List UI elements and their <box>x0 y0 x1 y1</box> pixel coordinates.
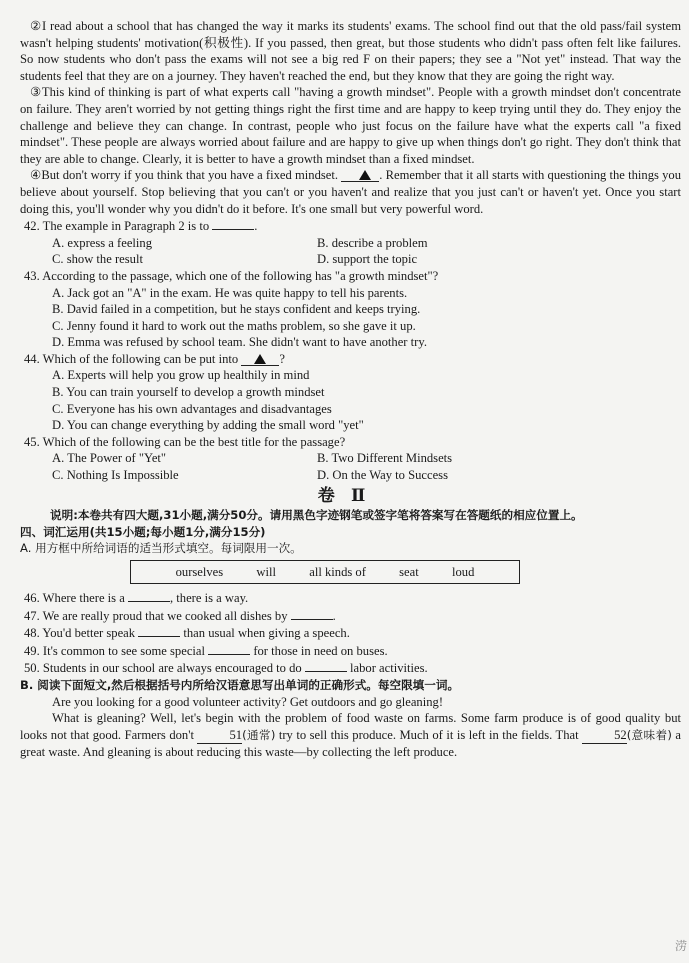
corner-mark: 涝 <box>674 939 687 954</box>
answer-blank-51: 51 <box>197 727 242 745</box>
option-c: C. Everyone has his own advantages and disadvantages <box>52 401 332 416</box>
word-item: seat <box>399 564 419 579</box>
options-row <box>0 251 689 268</box>
option-a: A. The Power of "Yet" <box>52 451 167 466</box>
option-b: B. Two Different Mindsets <box>317 451 453 466</box>
option-d: D. support the topic <box>317 252 418 267</box>
option-d: D. On the Way to Success <box>317 468 448 483</box>
question-42: 42. The example in Paragraph 2 is to . <box>24 219 258 234</box>
word-item: will <box>256 564 277 579</box>
fill-item-47: 47. We are really proud that we cooked all dishes by . <box>24 608 336 623</box>
fill-item-50: 50. Students in our school are always encouraged to do labor activities. <box>24 661 428 676</box>
option-c: C. Nothing Is Impossible <box>52 468 179 483</box>
gleaning-paragraph: What is gleaning? Well, let's begin with the problem of food waste on farms. Some farm produce is of good quality but looks not that good. Farmers don't 51(通常) try to sell this produce. Much of it is left in the fields. That 52(意味着) a great waste. And gleaning is about reducing this waste—by collecting the left produce. <box>20 711 682 760</box>
answer-blank <box>208 642 250 655</box>
option-b: B. David failed in a competition, but he stays confident and keeps trying. <box>52 302 421 317</box>
part-b-instruction: B. 阅读下面短文,然后根据括号内所给汉语意思写出单词的正确形式。每空限填一词。 <box>20 677 460 692</box>
option-d: D. Emma was refused by school team. She didn't want to have another try. <box>52 335 427 350</box>
fill-item-48: 48. You'd better speak than usual when giving a speech. <box>24 626 350 641</box>
passage-paragraph-3: ③This kind of thinking is part of what experts call "having a growth mindset". People with a growth mindset don't concentrate on failure. They aren't worried by not getting things right the first time and are happy to keep trying until they do. They enjoy the challenge and believe they can change. In contrast, people who just focus on the failure have what the experts call "a fixed mindset". These people are always worried about failure and are happy to give up when things don't go right. They don't think that they are able to change. Clearly, it is better to have a growth mindset than a fixed mindset. <box>20 85 681 166</box>
passage-paragraph-4: ④But don't worry if you think that you have a fixed mindset. . Remember that it all starts with questioning the things you believe about yourself. Stop believing that you can't or you haven't and realize that you just can't or haven't yet. Once you start doing this, you'll wonder why you didn't do it before. It's one small but very powerful word. <box>20 168 681 216</box>
word-item: ourselves <box>175 564 224 579</box>
answer-blank <box>291 607 333 620</box>
option-a: A. Experts will help you grow up healthily in mind <box>52 368 310 383</box>
answer-blank <box>305 659 347 672</box>
answer-blank-52: 52 <box>582 727 627 745</box>
option-a: A. Jack got an "A" in the exam. He was quite happy to tell his parents. <box>52 285 408 300</box>
gleaning-intro: Are you looking for a good volunteer activity? Get outdoors and go gleaning! <box>52 694 444 709</box>
triangle-icon <box>359 170 371 180</box>
word-item: all kinds of <box>309 564 366 579</box>
options-row <box>0 467 689 484</box>
triangle-icon <box>254 354 266 364</box>
option-a: A. express a feeling <box>52 235 153 250</box>
fill-item-46: 46. Where there is a , there is a way. <box>24 591 249 605</box>
answer-blank <box>341 167 379 182</box>
answer-blank <box>138 624 180 637</box>
option-d: D. You can change everything by adding the small word "yet" <box>52 418 364 433</box>
question-45: 45. Which of the following can be the best title for the passage? <box>24 434 346 449</box>
option-b: B. You can train yourself to develop a growth mindset <box>52 385 325 400</box>
question-44: 44. Which of the following can be put into ? <box>24 351 285 366</box>
word-item: loud <box>451 564 475 579</box>
section-title: 卷 Ⅱ <box>317 485 372 505</box>
option-b: B. describe a problem <box>317 235 428 250</box>
passage-paragraph-2: ②I read about a school that has changed the way it marks its students' exams. The school find out that the old pass/fail system wasn't helping students' motivation(积极性). If you passed, then great, but those students who didn't pass often felt like failures. So now students who don't pass the exams will not see a big red F on their papers; they see a "Not yet" instead. That way the students feel that they are on a journey. They haven't reached the end, but they know that they are going the right way. <box>20 19 681 83</box>
answer-blank <box>128 589 170 602</box>
options-row <box>0 450 689 467</box>
word-box <box>130 560 520 584</box>
answer-blank <box>241 351 279 366</box>
part-4-heading: 四、词汇运用(共15小题;每小题1分,满分15分) <box>20 524 266 539</box>
option-c: C. show the result <box>52 252 143 267</box>
option-c: C. Jenny found it hard to work out the maths problem, so she gave it up. <box>52 318 416 333</box>
answer-blank <box>212 217 254 230</box>
question-43: 43. According to the passage, which one of the following has "a growth mindset"? <box>24 268 439 283</box>
options-row <box>0 235 689 252</box>
section-note: 说明:本卷共有四大题,31小题,满分50分。请用黑色字迹钢笔或签字笔将答案写在答题纸的相应位置上。 <box>50 508 583 523</box>
part-a-instruction: A. 用方框中所给词语的适当形式填空。每词限用一次。 <box>20 541 302 556</box>
fill-item-49: 49. It's common to see some special for those in need on buses. <box>24 643 388 658</box>
